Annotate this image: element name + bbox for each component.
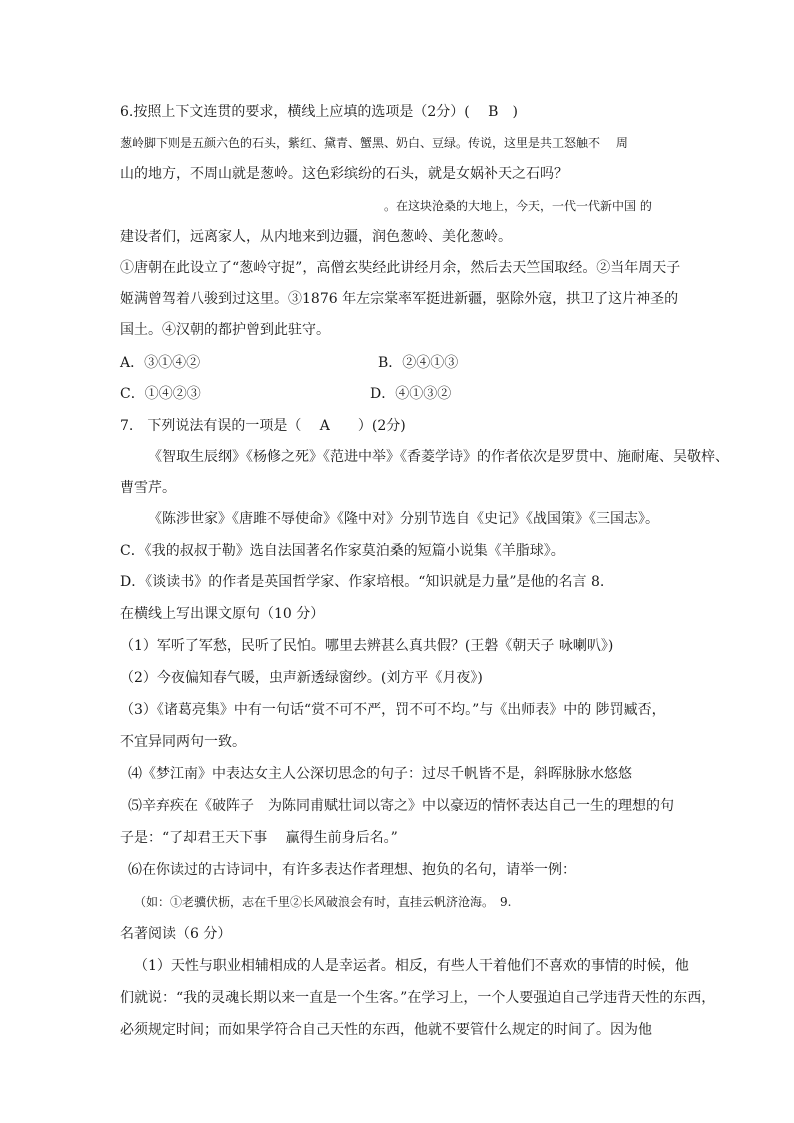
q8-title: 在横线上写出课文原句（10 分） [120, 606, 325, 622]
q6-options-text-1: ①唐朝在此设立了“葱岭守捉”，高僧玄奘经此讲经月余，然后去天竺国取经。②当年周天子 [120, 260, 681, 276]
q8-item-3-line-2: 不宜异同两句一致。 [120, 734, 246, 750]
q6-choice-a: A．③①④② [120, 355, 201, 371]
q6-passage-line-3: 。在这块沧桑的大地上，今天，一代一代新中国 的 [384, 199, 652, 213]
q9-passage-line-3: 必须规定时间；而如果学符合自己天性的东西，他就不要管什么规定的时间了。因为他 [120, 1022, 652, 1038]
q7-option-d: D．《谈读书》的作者是英国哲学家、作家培根。“知识就是力量”是他的名言 8. [120, 574, 605, 590]
q8-item-5-line-1: ⑸辛弃疾在《破阵子 为陈同甫赋壮词以寄之》中以豪迈的情怀表达自己一生的理想的句 [128, 798, 674, 814]
q6-passage-line-4: 建设者们，远离家人，从内地来到边疆，润色葱岭、美化葱岭。 [120, 229, 512, 245]
q9-passage-line-1: （1）天性与职业相辅相成的人是幸运者。相反，有些人干着他们不喜欢的事情的时候，他 [134, 958, 689, 974]
q6-passage-line-2: 山的地方，不周山就是葱岭。这色彩缤纷的石头，就是女娲补天之石吗？ [120, 166, 568, 182]
q9-passage-line-2: 们就说：“我的灵魂长期以来一直是一个生客。”在学习上，一个人要强迫自己学违背天性的东西， [120, 990, 716, 1006]
q8-item-3-line-1: （3）《诸葛亮集》中有一句话“赏不可不严，罚不可不均。”与《出师表》中的 陟罚臧否， [120, 702, 666, 718]
q8-item-4: ⑷《梦江南》中表达女主人公深切思念的句子：过尽千帆皆不是，斜晖脉脉水悠悠 [128, 766, 632, 782]
q9-title: 名著阅读（6 分） [120, 926, 232, 942]
q8-item-1: （1）军听了军愁，民听了民怕。哪里去辨甚么真共假？(王磐《朝天子 咏喇叭》) [120, 638, 614, 654]
q6-title: 6.按照上下文连贯的要求，横线上应填的选项是（2分）( B ) [120, 104, 518, 120]
q6-passage-line-1: 葱岭脚下则是五颜六色的石头，紫红、黛青、蟹黑、奶白、豆绿。传说，这里是共工怒触不 周 [120, 136, 628, 150]
q6-choice-c: C．①④②③ [120, 386, 201, 402]
q7-option-c: C．《我的叔叔于勒》选自法国著名作家莫泊桑的短篇小说集《羊脂球》。 [120, 543, 565, 559]
q7-option-a-line-2: 曹雪芹。 [120, 480, 176, 496]
q6-choice-b: B．②④①③ [378, 355, 459, 371]
q6-choice-d: D．④①③② [370, 386, 452, 402]
q8-item-6-example: （如：①老骥伏枥，志在千里②长风破浪会有时，直挂云帆济沧海。 9. [134, 895, 512, 909]
q8-item-5-line-2: 子是：“了却君王天下事 赢得生前身后名。” [120, 830, 398, 846]
q6-options-text-3: 国土。④汉朝的都护曾到此驻守。 [120, 322, 330, 338]
q7-title: 7. 下列说法有误的一项是（ A ）(2分) [120, 418, 406, 434]
q7-option-b: 《陈涉世家》《唐雎不辱使命》《隆中对》分别节选自《史记》《战国策》《三国志》。 [148, 511, 659, 527]
q6-options-text-2: 姬满曾驾着八骏到过这里。③1876 年左宗棠率军挺进新疆，驱除外寇，拱卫了这片神圣的 [120, 291, 679, 307]
q7-option-a-line-1: 《智取生辰纲》《杨修之死》《范进中举》《香菱学诗》的作者依次是罗贯中、施耐庵、吴敬梓、 [148, 449, 729, 465]
q8-item-6: ⑹在你读过的古诗词中，有许多表达作者理想、抱负的名句，请举一例： [128, 862, 576, 878]
q8-item-2: （2）今夜偏知春气暖，虫声新透绿窗纱。(刘方平《月夜》) [120, 670, 483, 686]
